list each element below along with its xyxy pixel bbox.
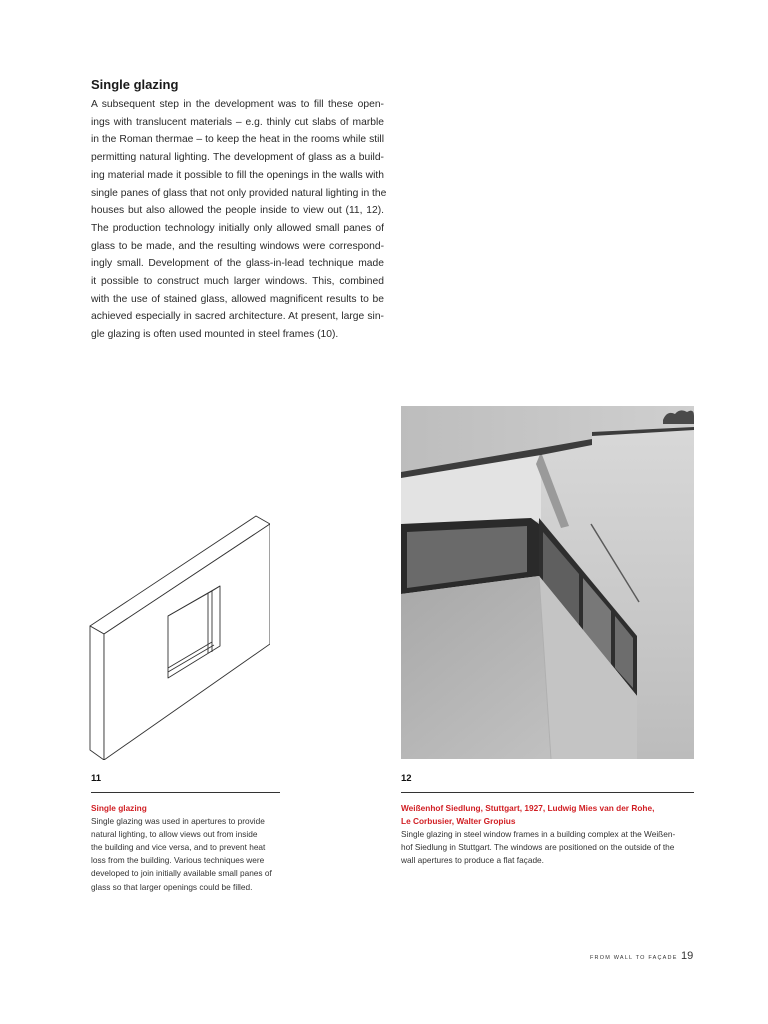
caption-line: hof Siedlung in Stuttgart. The windows are positioned on the outside of the	[401, 842, 675, 853]
figure-12-rule	[401, 792, 694, 793]
running-footer: FROM WALL TO FAÇADE	[590, 955, 678, 961]
caption-line: natural lighting, to allow views out from inside	[91, 829, 258, 840]
figure-11-number: 11	[91, 773, 102, 784]
figure-11-caption-title: Single glazing	[91, 803, 147, 813]
section-heading: Single glazing	[91, 77, 179, 92]
paragraph-line: glass to be made, and the resulting windows were correspond-	[91, 240, 384, 252]
figure-11-caption	[91, 802, 291, 894]
paragraph-line: single panes of glass that not only provided natural lighting in the	[91, 187, 387, 199]
paragraph-line: houses but also allowed the people inside to view out (11, 12).	[91, 205, 384, 217]
wall-window-drawing	[88, 512, 270, 760]
caption-line: loss from the building. Various techniques were	[91, 855, 265, 866]
figure-12-caption-title: Weißenhof Siedlung, Stuttgart, 1927, Ludwig Mies van der Rohe,	[401, 803, 655, 813]
caption-line: Single glazing in steel window frames in a building complex at the Weißen-	[401, 829, 676, 840]
page-number: 19	[681, 950, 694, 962]
building-photo	[401, 406, 694, 759]
caption-line: developed to join initially available small panes of	[91, 868, 272, 879]
body-paragraph	[91, 96, 387, 344]
paragraph-line: with the use of stained glass, allowed magnificent results to be	[91, 293, 384, 305]
wall-side-face	[90, 626, 104, 760]
caption-line: Single glazing was used in apertures to provide	[91, 816, 265, 827]
paragraph-line: permitting natural lighting. The development of glass as a build-	[91, 152, 384, 164]
figure-12-number: 12	[401, 773, 412, 784]
paragraph-line: ings with translucent materials – e.g. thinly cut slabs of marble	[91, 116, 384, 128]
paragraph-line: The production technology initially only allowed small panes of	[91, 222, 384, 234]
figure-12-caption	[401, 802, 701, 867]
figure-11-rule	[91, 792, 280, 793]
paragraph-line: ingly small. Development of the glass-in-lead technique made	[91, 258, 384, 270]
caption-line: wall apertures to produce a flat façade.	[401, 855, 544, 866]
caption-line: glass so that larger openings could be filled.	[91, 881, 253, 892]
paragraph-line: in the Roman thermae – to keep the heat in the rooms while still	[91, 134, 384, 146]
paragraph-line: it possible to construct much larger windows. This, combined	[91, 276, 384, 288]
paragraph-line: ing material made it possible to fill the openings in the walls with	[91, 169, 384, 181]
paragraph-line: A subsequent step in the development was to fill these open-	[91, 99, 384, 110]
paragraph-line: achieved especially in sacred architecture. At present, large sin-	[91, 311, 384, 323]
paragraph-line: gle glazing is often used mounted in steel frames (10).	[91, 329, 339, 341]
caption-line: the building and vice versa, and to prevent heat	[91, 842, 266, 853]
figure-12-caption-title: Le Corbusier, Walter Gropius	[401, 816, 516, 827]
